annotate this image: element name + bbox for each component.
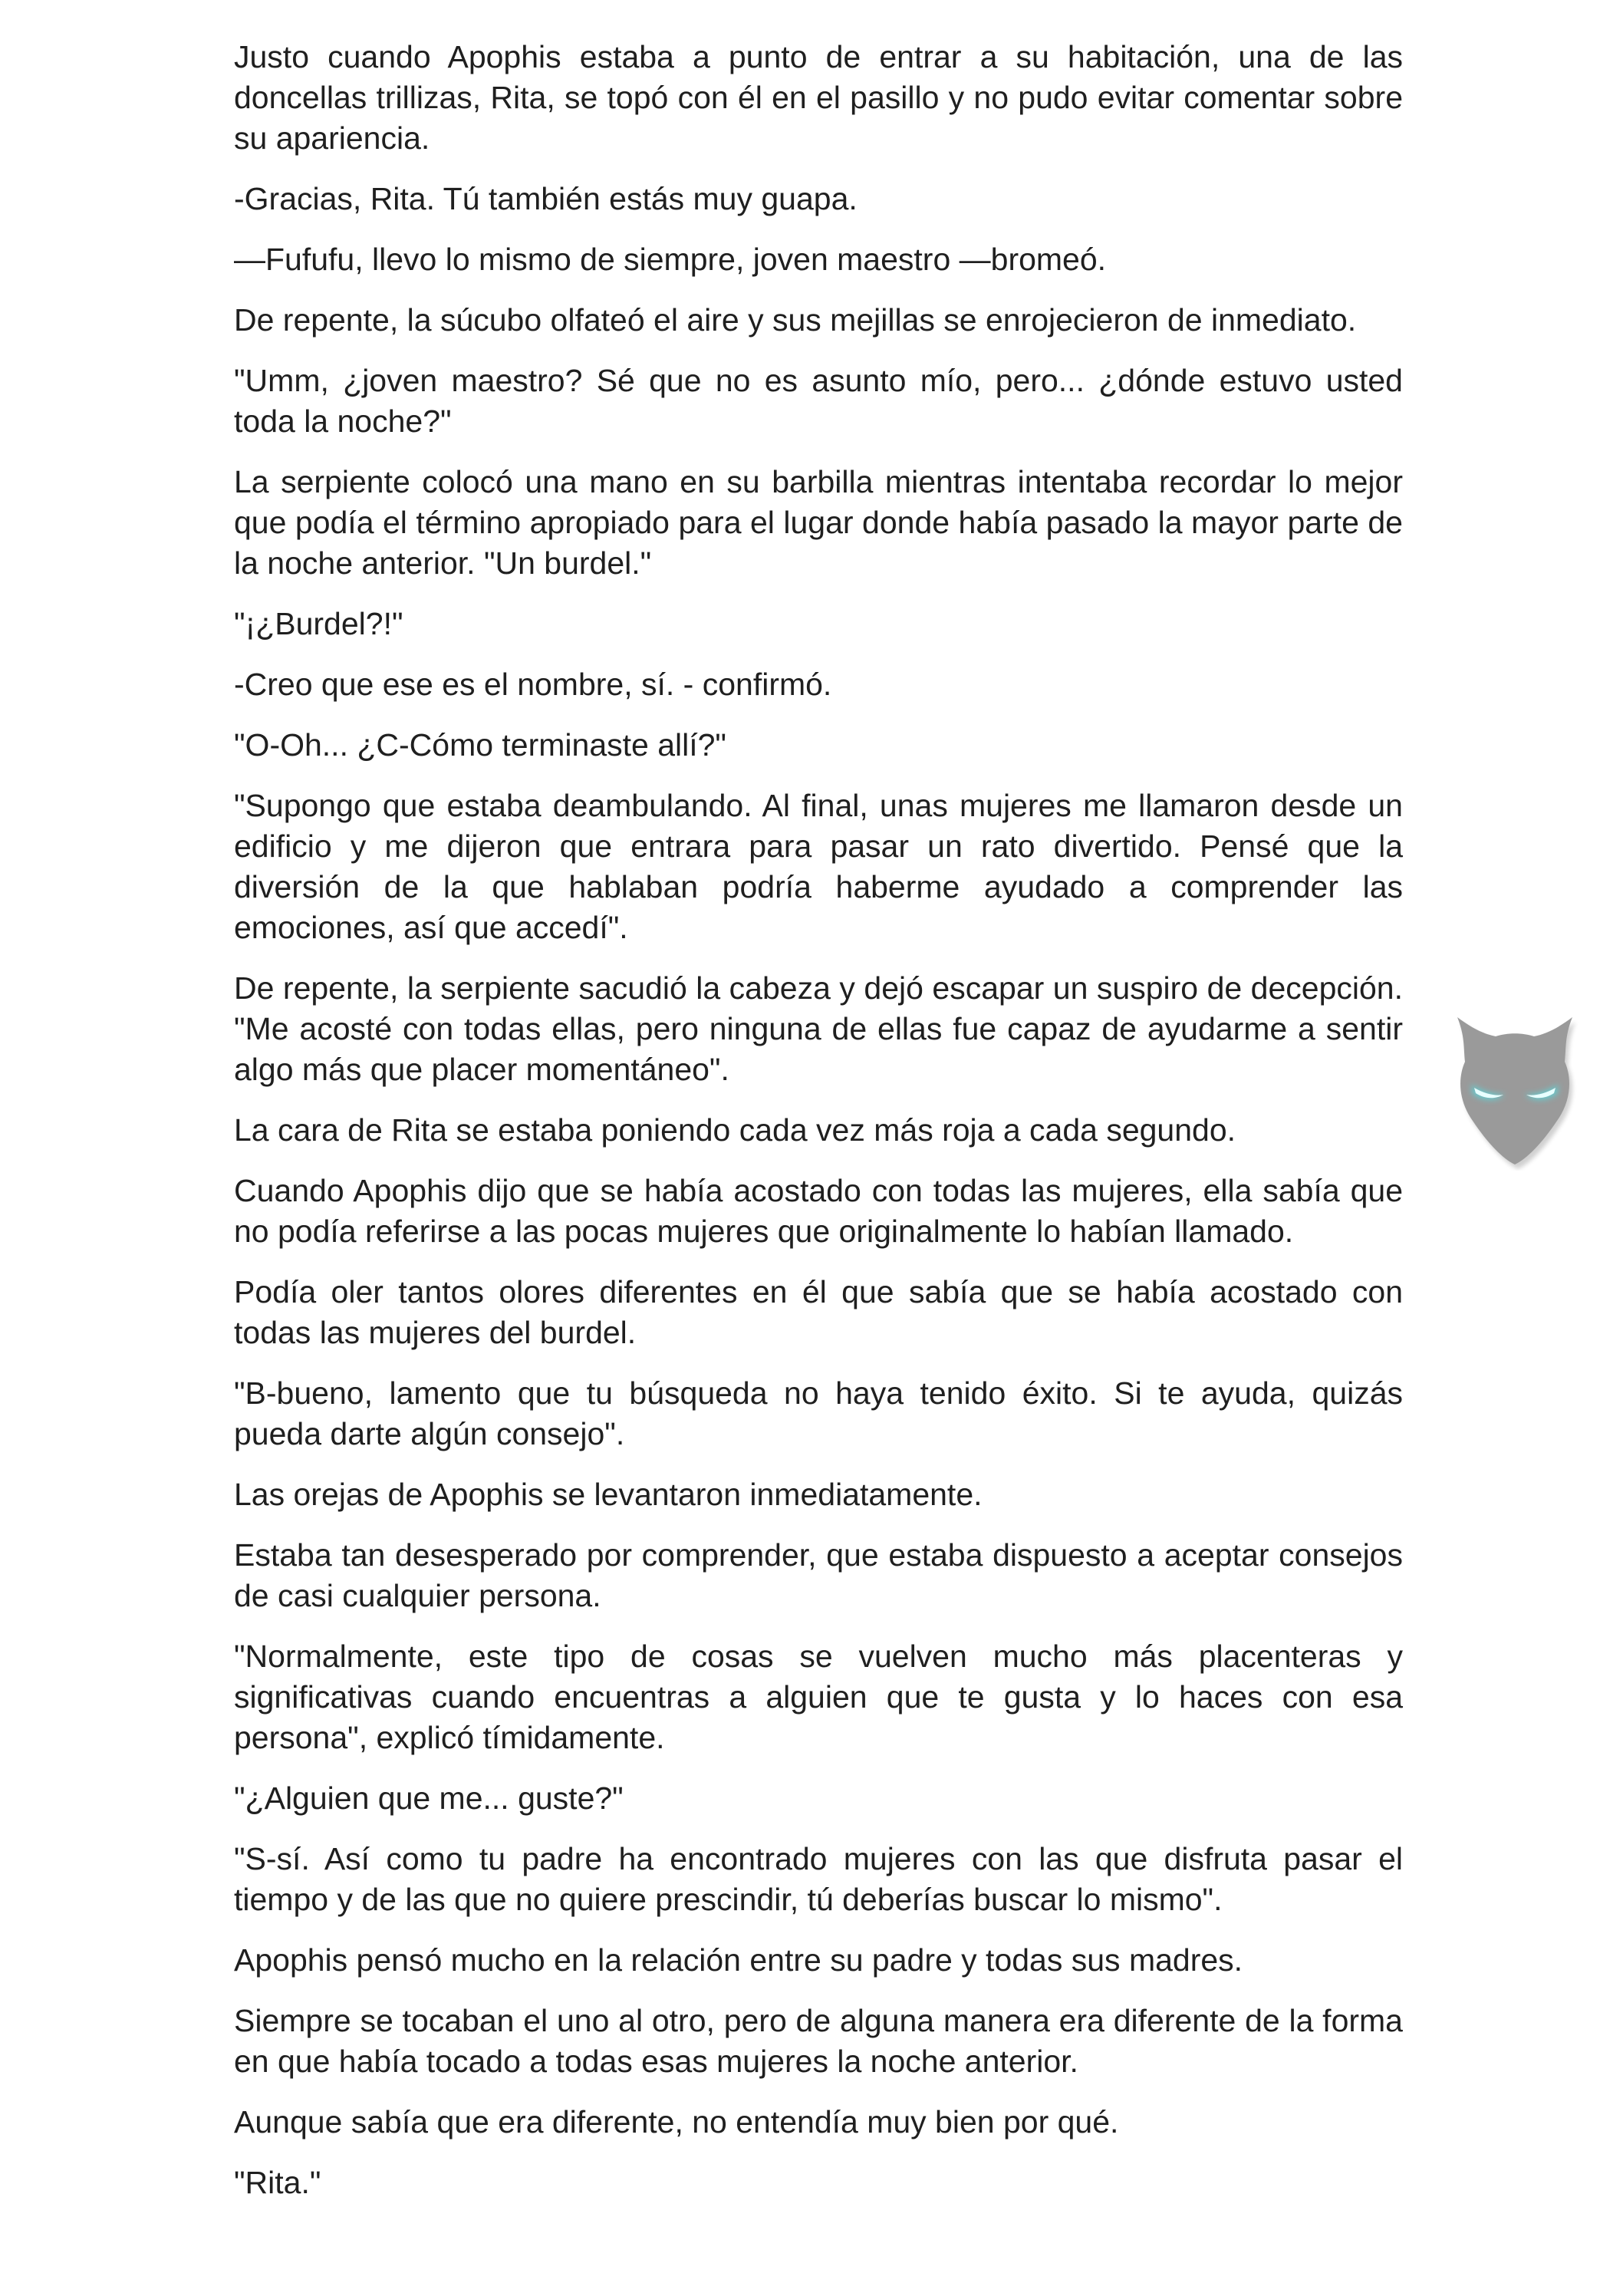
paragraph: Siempre se tocaban el uno al otro, pero de alguna manera era diferente de la forma en que había tocado a todas esas mujeres la noche anterior. [234, 2003, 1403, 2079]
paragraph: Aunque sabía que era diferente, no entendía muy bien por qué. [234, 2104, 1119, 2140]
body-text [234, 37, 1403, 2223]
paragraph: "B-bueno, lamento que tu búsqueda no haya tenido éxito. Si te ayuda, quizás pueda darte algún consejo". [234, 1375, 1403, 1451]
paragraph: "Rita." [234, 2165, 321, 2200]
paragraph: La cara de Rita se estaba poniendo cada vez más roja a cada segundo. [234, 1112, 1236, 1148]
paragraph: Estaba tan desesperado por comprender, que estaba dispuesto a aceptar consejos de casi cualquier persona. [234, 1537, 1403, 1613]
paragraph: De repente, la súcubo olfateó el aire y sus mejillas se enrojecieron de inmediato. [234, 302, 1357, 338]
paragraph: De repente, la serpiente sacudió la cabeza y dejó escapar un suspiro de decepción. "Me acosté con todas ellas, pero ninguna de ellas fue capaz de ayudarme a sentir algo más que placer momentáneo". [234, 970, 1403, 1087]
paragraph: Cuando Apophis dijo que se había acostado con todas las mujeres, ella sabía que no podía referirse a las pocas mujeres que originalmente lo habían llamado. [234, 1173, 1403, 1249]
paragraph: "O-Oh... ¿C-Cómo terminaste allí?" [234, 727, 726, 763]
paragraph: "Umm, ¿joven maestro? Sé que no es asunto mío, pero... ¿dónde estuvo usted toda la noche?" [234, 363, 1403, 439]
paragraph: Podía oler tantos olores diferentes en él que sabía que se había acostado con todas las mujeres del burdel. [234, 1274, 1403, 1350]
paragraph: La serpiente colocó una mano en su barbilla mientras intentaba recordar lo mejor que podía el término apropiado para el lugar donde había pasado la mayor parte de la noche anterior. "Un burdel." [234, 464, 1403, 581]
paragraph: —Fufufu, llevo lo mismo de siempre, joven maestro —bromeó. [234, 242, 1107, 277]
demon-head-icon [1442, 994, 1588, 1171]
paragraph: "S-sí. Así como tu padre ha encontrado mujeres con las que disfruta pasar el tiempo y de las que no quiere prescindir, tú deberías buscar lo mismo". [234, 1841, 1403, 1917]
paragraph: Apophis pensó mucho en la relación entre su padre y todas sus madres. [234, 1942, 1243, 1978]
paragraph: Las orejas de Apophis se levantaron inmediatamente. [234, 1477, 983, 1512]
paragraph: Justo cuando Apophis estaba a punto de entrar a su habitación, una de las doncellas trillizas, Rita, se topó con él en el pasillo y no pudo evitar comentar sobre su apariencia. [234, 39, 1403, 156]
paragraph: "¡¿Burdel?!" [234, 606, 403, 641]
paragraph: "Supongo que estaba deambulando. Al final, unas mujeres me llamaron desde un edificio y me dijeron que entrara para pasar un rato divertido. Pensé que la diversión de la que hablaban podría haberme ayudado a comprender las emociones, así que accedí". [234, 788, 1403, 945]
paragraph: -Gracias, Rita. Tú también estás muy guapa. [234, 181, 858, 216]
paragraph: "Normalmente, este tipo de cosas se vuelven mucho más placenteras y significativas cuando encuentras a alguien que te gusta y lo haces con esa persona", explicó tímidamente. [234, 1639, 1403, 1755]
paragraph: "¿Alguien que me... guste?" [234, 1780, 624, 1816]
paragraph: -Creo que ese es el nombre, sí. - confirmó. [234, 667, 832, 702]
